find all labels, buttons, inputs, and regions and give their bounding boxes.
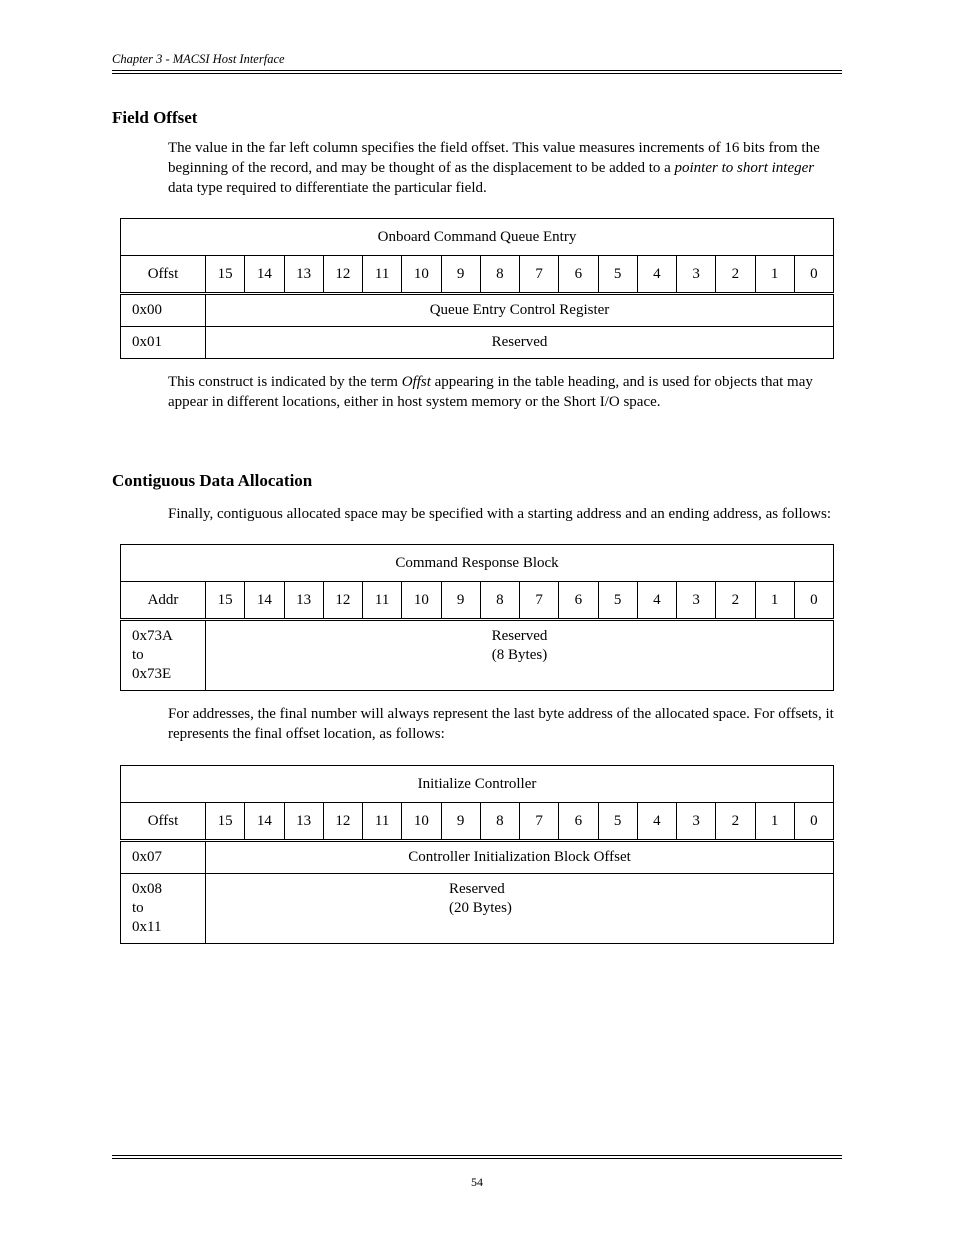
bit-label: 3 bbox=[677, 256, 716, 294]
address-range-cell: 0x73A to 0x73E bbox=[121, 620, 206, 691]
offset-column-label: Offst bbox=[121, 256, 206, 294]
field-offset-paragraph: The value in the far left column specifies the field offset. This value measures increments of 16 bits from the beginning of the record, and may be thought of as the displacement to be added to a pointer to short integer data type required to differentiate the particular field. bbox=[168, 140, 820, 196]
bit-header-row bbox=[121, 803, 834, 841]
bit-label: 6 bbox=[559, 582, 598, 620]
bit-label: 6 bbox=[559, 256, 598, 294]
field-description: Queue Entry Control Register bbox=[206, 294, 834, 327]
bit-label: 9 bbox=[441, 803, 480, 841]
table-caption: Initialize Controller bbox=[121, 766, 834, 803]
bit-label: 5 bbox=[598, 256, 637, 294]
footer-rule bbox=[112, 1155, 842, 1159]
bit-label: 2 bbox=[716, 803, 755, 841]
bit-label: 12 bbox=[323, 256, 362, 294]
bit-label: 7 bbox=[520, 256, 559, 294]
bit-label: 7 bbox=[520, 803, 559, 841]
bit-label: 14 bbox=[245, 256, 284, 294]
offset-cell: 0x00 bbox=[121, 294, 206, 327]
bit-label: 1 bbox=[755, 256, 794, 294]
section-title-field-offset: Field Offset bbox=[112, 108, 198, 127]
bit-label: 6 bbox=[559, 803, 598, 841]
bit-label: 0 bbox=[794, 803, 833, 841]
bit-label: 9 bbox=[441, 582, 480, 620]
bit-label: 2 bbox=[716, 256, 755, 294]
bit-label: 7 bbox=[520, 582, 559, 620]
bit-label: 8 bbox=[480, 803, 519, 841]
table-caption: Command Response Block bbox=[121, 545, 834, 582]
bit-header-row bbox=[121, 582, 834, 620]
bit-label: 4 bbox=[637, 256, 676, 294]
bit-label: 0 bbox=[794, 256, 833, 294]
initialize-controller-table bbox=[120, 765, 834, 944]
bit-label: 15 bbox=[206, 803, 245, 841]
section-title-contiguous-data-allocation: Contiguous Data Allocation bbox=[112, 471, 313, 490]
running-header: Chapter 3 - MACSI Host Interface bbox=[112, 52, 285, 66]
bit-label: 11 bbox=[363, 582, 402, 620]
bit-label: 13 bbox=[284, 256, 323, 294]
bit-label: 10 bbox=[402, 256, 441, 294]
bit-label: 12 bbox=[323, 803, 362, 841]
offset-cell: 0x01 bbox=[121, 327, 206, 359]
bit-label: 10 bbox=[402, 582, 441, 620]
bit-label: 3 bbox=[677, 582, 716, 620]
field-description: Reserved (20 Bytes) bbox=[206, 874, 834, 944]
command-response-block-table bbox=[120, 544, 834, 691]
bit-label: 14 bbox=[245, 582, 284, 620]
bit-label: 1 bbox=[755, 803, 794, 841]
table-row bbox=[121, 620, 834, 691]
bit-label: 8 bbox=[480, 256, 519, 294]
contiguous-allocation-paragraph: Finally, contiguous allocated space may be specified with a starting address and an ending address, as follows: bbox=[168, 506, 832, 522]
bit-label: 4 bbox=[637, 582, 676, 620]
bit-label: 15 bbox=[206, 582, 245, 620]
table-row bbox=[121, 327, 834, 359]
bit-label: 5 bbox=[598, 803, 637, 841]
table-caption: Onboard Command Queue Entry bbox=[121, 219, 834, 256]
offset-range-cell: 0x08 to 0x11 bbox=[121, 874, 206, 944]
offset-column-label: Offst bbox=[121, 803, 206, 841]
field-description: Reserved (8 Bytes) bbox=[206, 620, 834, 691]
offst-note-paragraph: This construct is indicated by the term Offst appearing in the table heading, and is used for objects that may appear in different locations, either in host system memory or the Short I/O space. bbox=[168, 374, 813, 410]
field-description: Reserved bbox=[206, 327, 834, 359]
bit-label: 11 bbox=[363, 803, 402, 841]
bit-label: 14 bbox=[245, 803, 284, 841]
bit-label: 13 bbox=[284, 582, 323, 620]
bit-label: 3 bbox=[677, 803, 716, 841]
bit-label: 0 bbox=[794, 582, 833, 620]
offset-cell: 0x07 bbox=[121, 841, 206, 874]
final-number-paragraph: For addresses, the final number will always represent the last byte address of the allocated space. For offsets, it represents the final offset location, as follows: bbox=[168, 706, 834, 742]
onboard-command-queue-entry-table bbox=[120, 218, 834, 359]
table-row bbox=[121, 874, 834, 944]
table-row bbox=[121, 841, 834, 874]
bit-label: 11 bbox=[363, 256, 402, 294]
bit-label: 15 bbox=[206, 256, 245, 294]
bit-label: 9 bbox=[441, 256, 480, 294]
bit-label: 5 bbox=[598, 582, 637, 620]
bit-label: 10 bbox=[402, 803, 441, 841]
bit-label: 4 bbox=[637, 803, 676, 841]
header-rule bbox=[112, 70, 842, 74]
bit-label: 2 bbox=[716, 582, 755, 620]
bit-label: 8 bbox=[480, 582, 519, 620]
page-number: 54 bbox=[471, 1175, 483, 1189]
field-description: Controller Initialization Block Offset bbox=[206, 841, 834, 874]
table-row bbox=[121, 294, 834, 327]
bit-header-row bbox=[121, 256, 834, 294]
address-column-label: Addr bbox=[121, 582, 206, 620]
bit-label: 12 bbox=[323, 582, 362, 620]
bit-label: 13 bbox=[284, 803, 323, 841]
bit-label: 1 bbox=[755, 582, 794, 620]
